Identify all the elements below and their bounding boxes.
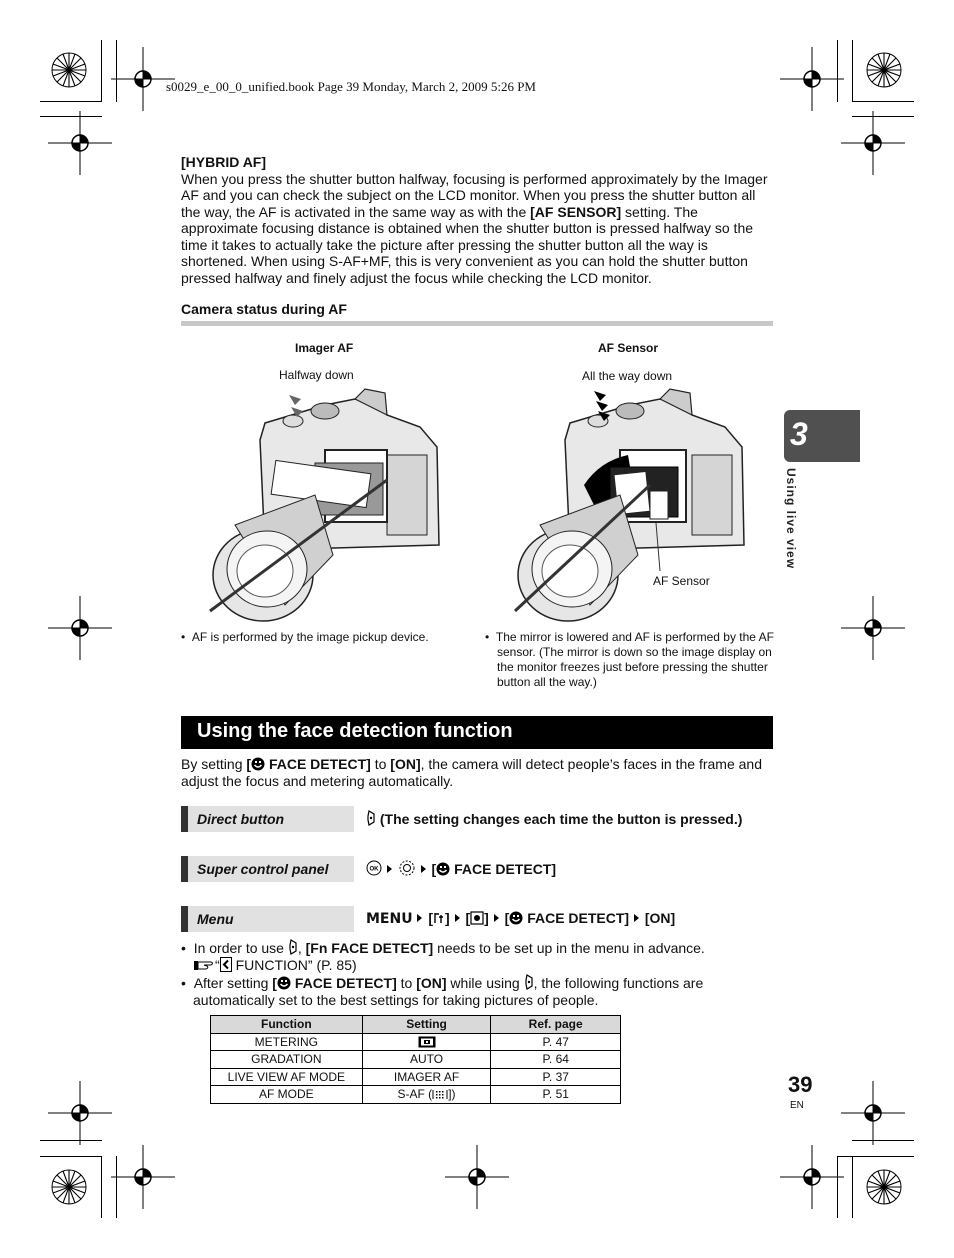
fn-face-detect-setting: [Fn FACE DETECT]	[305, 940, 434, 956]
method-super-control-value: OK [ FACE DETECT]	[366, 860, 556, 877]
af-sensor-callout: AF Sensor	[653, 574, 710, 588]
intro-text-end: , the camera will detect people’s faces in the frame and adjust the focus and metering automatically.	[181, 756, 762, 789]
af-sensor-note	[485, 630, 775, 690]
section-title-bar	[181, 716, 773, 749]
intro-to: to	[374, 756, 387, 772]
method-direct-value	[366, 810, 742, 827]
file-header: s0029_e_00_0_unified.book Page 39 Monday, March 2, 2009 5:26 PM	[166, 79, 536, 94]
method-label: Super control panel	[197, 861, 329, 877]
af-sensor-setting: [AF SENSOR]	[530, 203, 622, 220]
face-detect-setting: FACE DETECT]	[294, 975, 397, 991]
chapter-label: Using live view	[784, 468, 798, 570]
column-header: Setting	[362, 1016, 491, 1034]
function-settings-table	[210, 1015, 621, 1104]
camera-status-heading: Camera status during AF	[181, 301, 347, 317]
method-super-control-panel	[181, 856, 354, 882]
method-label: Menu	[197, 911, 234, 927]
af-sensor-note-text: The mirror is lowered and AF is performed by the AF sensor. (The mirror is down so the image display on the monitor freezes just before pressing the shutter button all the way.)	[495, 630, 774, 689]
bullet-text: In order to use	[193, 940, 284, 956]
ok-button-icon	[366, 860, 382, 876]
table-cell: LIVE VIEW AF MODE	[211, 1068, 363, 1086]
column-header: Ref. page	[491, 1016, 621, 1034]
bullet: •	[485, 630, 496, 644]
table-cell: AF MODE	[211, 1086, 363, 1104]
page-reference[interactable]: FUNCTION” (P. 85)	[235, 956, 357, 973]
imager-af-note	[181, 630, 451, 645]
face-detect-intro: By setting [ FACE DETECT] to [ON], the camera will detect people’s faces in the frame and adjust the focus and metering automatically.	[181, 756, 762, 789]
hybrid-af-paragraph	[181, 171, 773, 287]
svg-text:OK: OK	[369, 866, 379, 873]
custom-menu-icon	[433, 911, 445, 925]
camera-illustration-af-sensor	[510, 385, 750, 625]
fn-button-icon	[366, 810, 376, 826]
direct-button-description: (The setting changes each time the button is pressed.)	[379, 811, 743, 827]
table-row	[211, 1033, 621, 1051]
table-cell: P. 51	[491, 1086, 621, 1104]
hybrid-af-heading: [HYBRID AF]	[181, 154, 267, 170]
arrow-right-icon	[420, 862, 428, 876]
af-mode-close: ])	[448, 1087, 456, 1102]
arrow-pad-icon	[398, 860, 416, 876]
table-cell: AUTO	[362, 1051, 491, 1069]
arrow-right-icon	[493, 911, 501, 925]
face-detect-label: FACE DETECT]	[454, 861, 557, 877]
table-cell: P. 64	[491, 1051, 621, 1069]
list-item: • After setting [ FACE DETECT] to [ON] while using , the following functions are automatically set to the best settings for taking pictures of people.	[181, 975, 704, 1008]
table-cell	[362, 1086, 491, 1104]
table-row	[211, 1086, 621, 1104]
hybrid-af-text-2: setting. The approximate focusing distance is obtained when the shutter button is pressed halfway so the time it takes to actually take the picture after pressing the shutter button all the way is shortened. When using S-AF+MF, this is very convenient as you can hold the shutter button pressed halfway and finely adjust the focus while checking the LCD monitor.	[181, 203, 754, 286]
arrow-right-icon	[386, 862, 394, 876]
chapter-tab	[784, 410, 860, 462]
fn-button-icon	[524, 974, 534, 990]
table-cell: GRADATION	[211, 1051, 363, 1069]
bullet-text: After setting	[193, 975, 269, 991]
bullet-list	[181, 939, 773, 1008]
page-number: 39	[788, 1072, 813, 1097]
imager-af-note-text: AF is performed by the image pickup device.	[191, 630, 429, 644]
all-the-way-caption: All the way down	[582, 369, 673, 383]
reference-hand-icon	[193, 958, 215, 972]
language-code: EN	[790, 1100, 804, 1111]
on-setting: [ON]	[416, 975, 447, 991]
face-detect-label: FACE DETECT]	[527, 910, 630, 926]
table-cell	[362, 1033, 491, 1051]
face-icon	[509, 911, 523, 925]
bullet: •	[181, 630, 192, 644]
table-row	[211, 1068, 621, 1086]
intro-text: By setting	[181, 756, 243, 772]
method-menu	[181, 906, 354, 932]
method-direct-button	[181, 806, 354, 832]
column-header: Function	[211, 1016, 363, 1034]
arrow-right-icon	[633, 911, 641, 925]
bullet-text: , the following functions are automatically set to the best settings for taking pictures of people.	[193, 975, 704, 1008]
imager-af-title: Imager AF	[295, 341, 354, 355]
table-cell: P. 37	[491, 1068, 621, 1086]
table-cell: METERING	[211, 1033, 363, 1051]
on-setting: [ON]	[390, 756, 421, 772]
left-arrow-key-icon	[220, 957, 232, 972]
method-menu-value: MENU [ ] [ ] [ FACE DETECT] [ON]	[366, 910, 676, 927]
hybrid-af-text-1: When you press the shutter button halfway, focusing is performed approximately by the Imager AF and you can check the subject on the LCD monitor. When you press the shutter button all the way, the AF is activated in the same way as with the	[181, 170, 768, 220]
menu-tab-icon	[470, 911, 484, 925]
face-icon	[251, 757, 265, 771]
arrow-right-icon	[416, 911, 424, 925]
table-cell: IMAGER AF	[362, 1068, 491, 1086]
bullet-text: needs to be set up in the menu in advance.	[437, 940, 705, 956]
af-target-icon	[432, 1089, 448, 1100]
esp-metering-icon	[418, 1036, 436, 1048]
list-item: • In order to use , [Fn FACE DETECT] needs to be set up in the menu in advance. “ FUNCTION” (P. 85)	[181, 940, 705, 973]
halfway-caption: Halfway down	[279, 368, 354, 382]
menu-word: MENU	[366, 911, 413, 927]
table-cell: P. 47	[491, 1033, 621, 1051]
face-icon	[277, 976, 291, 990]
af-sensor-title: AF Sensor	[598, 341, 659, 355]
method-label: Direct button	[197, 811, 285, 827]
on-label: [ON]	[644, 910, 676, 926]
af-mode-text: S-AF (	[397, 1087, 433, 1102]
section-title: Using the face detection function	[197, 720, 513, 742]
chapter-side-label	[782, 468, 800, 578]
divider	[181, 321, 773, 326]
face-detect-setting: FACE DETECT]	[268, 756, 371, 772]
hybrid-af-section	[181, 154, 773, 286]
arrow-right-icon	[454, 911, 462, 925]
table-row	[211, 1051, 621, 1069]
bullet-text: to	[400, 975, 413, 991]
camera-illustration-imager-af	[205, 385, 445, 625]
chapter-number: 3	[790, 416, 808, 452]
bullet-text: while using	[450, 975, 520, 991]
fn-button-icon	[288, 939, 298, 955]
table-header-row	[211, 1016, 621, 1034]
face-icon	[436, 862, 450, 876]
